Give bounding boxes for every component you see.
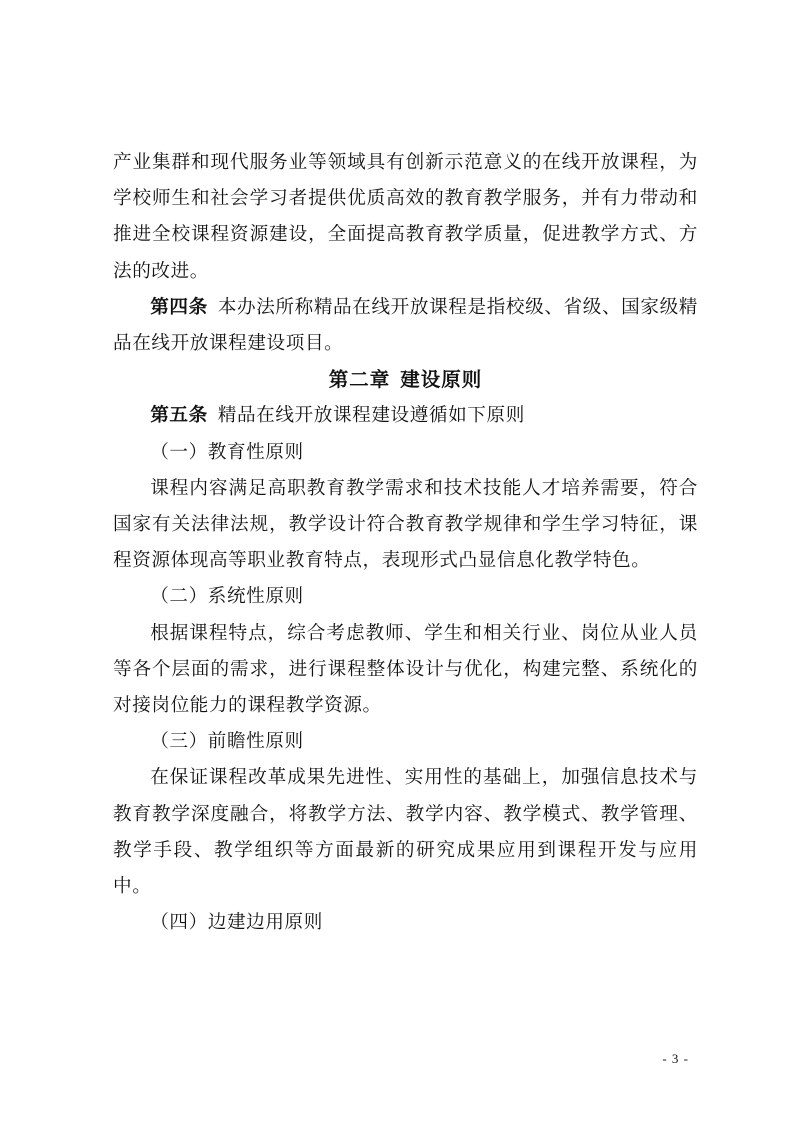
article-4 (113, 290, 698, 362)
section-3-heading: （三）前瞻性原则 (150, 731, 304, 753)
section-4-heading: （四）边建边用原则 (150, 912, 323, 934)
chapter-2-title: 建设原则 (400, 368, 483, 392)
article-4-label: 第四条 (150, 296, 208, 318)
article-4-text: 本办法所称精品在线开放课程是指校级、省级、国家级精品在线开放课程建设项目。 (113, 296, 698, 355)
section-1-heading: （一）教育性原则 (150, 441, 304, 463)
article-5 (113, 398, 698, 434)
chapter-2-number: 第二章 (328, 368, 391, 392)
article-5-label: 第五条 (150, 405, 208, 427)
document-body (113, 145, 698, 941)
section-2-heading: （二）系统性原则 (150, 586, 304, 608)
article-5-text: 精品在线开放课程建设遵循如下原则 (217, 405, 525, 427)
section-2-text: 根据课程特点，综合考虑教师、学生和相关行业、岗位从业人员等各个层面的需求，进行课程整体设计与优化，构建完整、系统化的对接岗位能力的课程教学资源。 (113, 622, 698, 717)
chapter-2-heading (113, 362, 698, 398)
paragraph-continuation: 产业集群和现代服务业等领域具有创新示范意义的在线开放课程，为学校师生和社会学习者提供优质高效的教育教学服务，并有力带动和推进全校课程资源建设，全面提高教育教学质量，促进教学方式、方法的改进。 (113, 152, 698, 282)
section-1-text: 课程内容满足高职教育教学需求和技术技能人才培养需要，符合国家有关法律法规，教学设计符合教育教学规律和学生学习特征，课程资源体现高等职业教育特点，表现形式凸显信息化教学特色。 (113, 477, 698, 572)
page-number: - 3 - (662, 1051, 689, 1066)
section-3-text: 在保证课程改革成果先进性、实用性的基础上，加强信息技术与教育教学深度融合，将教学方法、教学内容、教学模式、教学管理、教学手段、教学组织等方面最新的研究成果应用到课程开发与应用中。 (113, 767, 698, 898)
